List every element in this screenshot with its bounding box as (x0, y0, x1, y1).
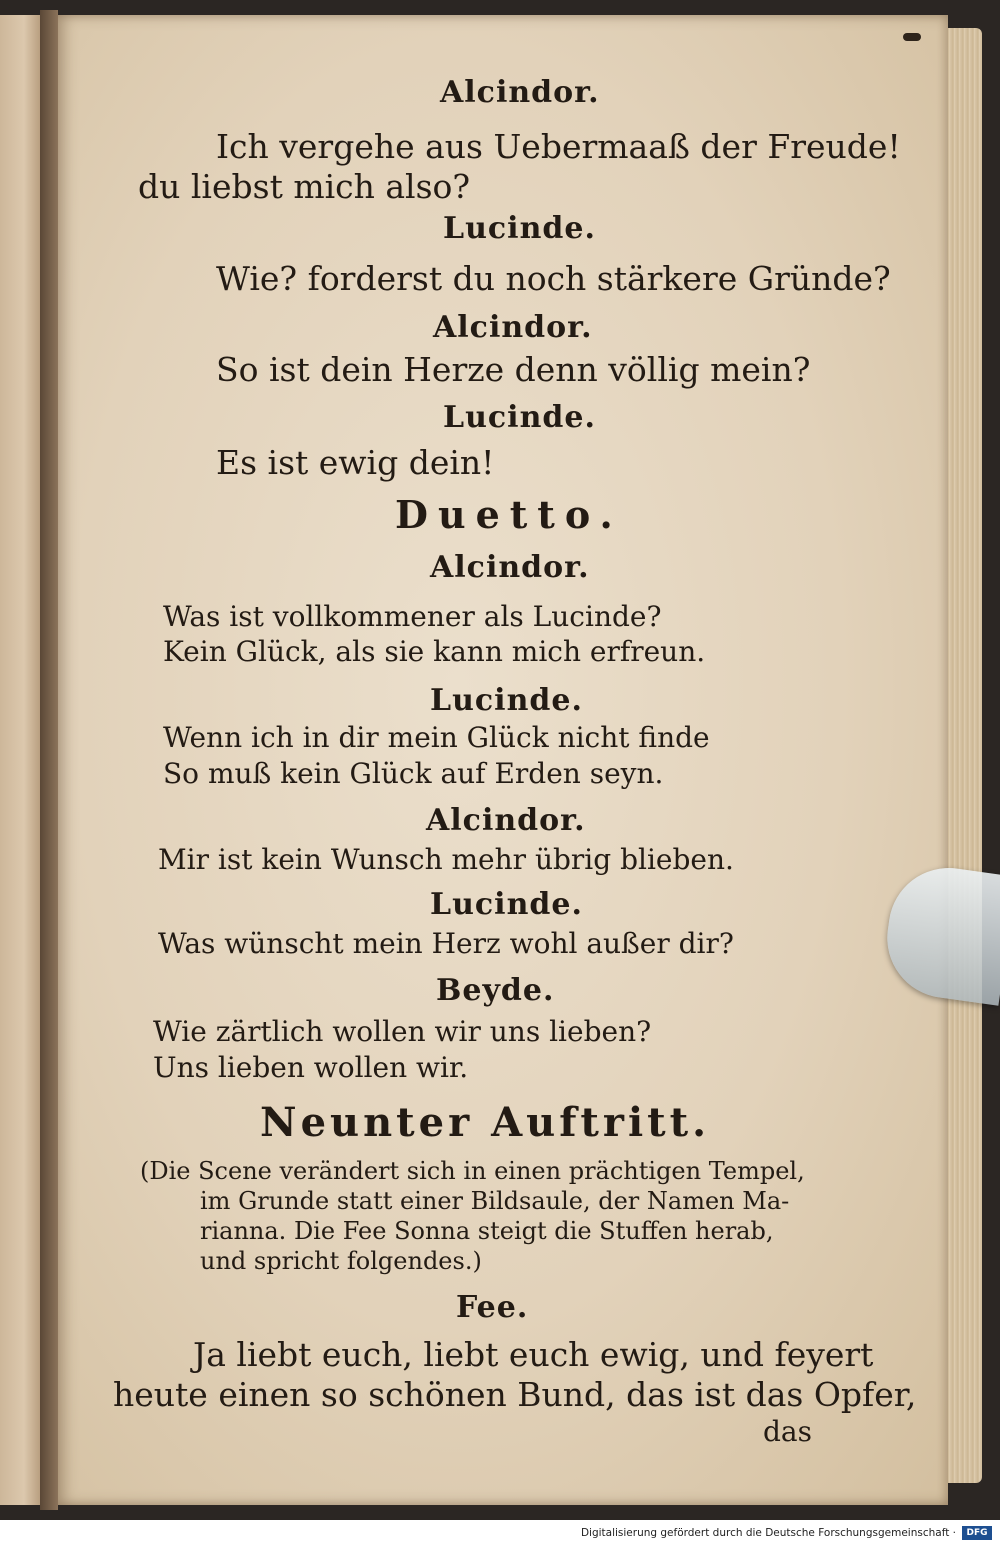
text-line: Ja liebt euch, liebt euch ewig, und feyert (193, 1335, 874, 1374)
footer-bar (0, 1520, 1000, 1548)
book-gutter (40, 10, 58, 1510)
stage-direction-line: im Grunde statt einer Bildsaule, der Namen Ma- (200, 1187, 790, 1215)
catchword: das (763, 1415, 812, 1448)
text-line: Ich vergehe aus Uebermaaß der Freude! (216, 127, 901, 166)
speaker-lucinde: Lucinde. (430, 683, 583, 718)
speaker-lucinde: Lucinde. (430, 887, 583, 922)
scene-heading: Neunter Auftritt. (260, 1099, 711, 1146)
speaker-beyde: Beyde. (436, 973, 555, 1008)
dfg-logo-icon: DFG (962, 1526, 992, 1540)
stage-direction-line: (Die Scene verändert sich in einen prächtigen Tempel, (140, 1157, 805, 1185)
text-line: heute einen so schönen Bund, das ist das Opfer, (113, 1375, 917, 1414)
funding-notice: Digitalisierung gefördert durch die Deutsche Forschungsgemeinschaft · (580, 1527, 956, 1539)
verse-line: Uns lieben wollen wir. (153, 1051, 469, 1084)
speaker-lucinde: Lucinde. (443, 400, 596, 435)
verse-line: Was ist vollkommener als Lucinde? (163, 600, 662, 633)
section-heading-duetto: Duetto. (395, 492, 623, 537)
verse-line: Was wünscht mein Herz wohl außer dir? (158, 927, 734, 960)
text-line: So ist dein Herze denn völlig mein? (216, 350, 811, 389)
verse-line: Kein Glück, als sie kann mich erfreun. (163, 635, 706, 668)
text-line: du liebst mich also? (138, 167, 471, 206)
ink-mark (903, 33, 921, 41)
book-page (58, 15, 948, 1505)
speaker-alcindor: Alcindor. (440, 75, 600, 110)
verse-line: So muß kein Glück auf Erden seyn. (163, 757, 664, 790)
text-line: Wie? forderst du noch stärkere Gründe? (216, 259, 891, 298)
speaker-alcindor: Alcindor. (426, 803, 586, 838)
text-line: Es ist ewig dein! (216, 443, 495, 482)
stage-direction-line: und spricht folgendes.) (200, 1247, 482, 1275)
speaker-alcindor: Alcindor. (433, 310, 593, 345)
facing-page-edge (0, 15, 40, 1505)
speaker-lucinde: Lucinde. (443, 211, 596, 246)
verse-line: Wenn ich in dir mein Glück nicht finde (163, 721, 710, 754)
stage-direction-line: rianna. Die Fee Sonna steigt die Stuffen herab, (200, 1217, 774, 1245)
verse-line: Wie zärtlich wollen wir uns lieben? (153, 1015, 652, 1048)
speaker-alcindor: Alcindor. (430, 550, 590, 585)
verse-line: Mir ist kein Wunsch mehr übrig blieben. (158, 843, 734, 876)
speaker-fee: Fee. (456, 1290, 529, 1325)
